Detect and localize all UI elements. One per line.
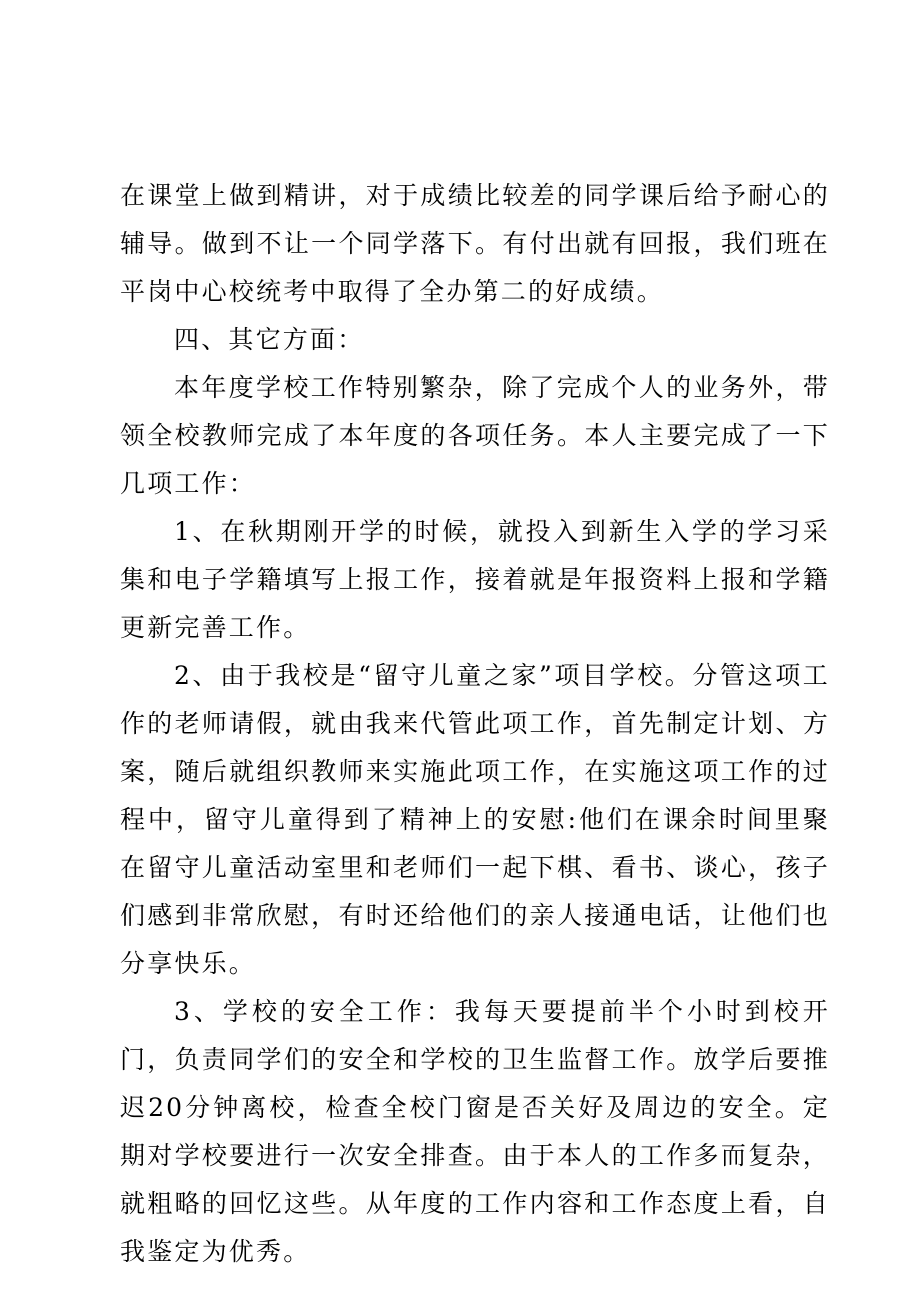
paragraph-continuation: 在课堂上做到精讲，对于成绩比较差的同学课后给予耐心的辅导。做到不让一个同学落下。有付出就有回报，我们班在平岗中心校统考中取得了全办第二的好成绩。 (120, 181, 830, 306)
paragraph-item-3: 3、学校的安全工作：我每天要提前半个小时到校开门，负责同学们的安全和学校的卫生监督工作。放学后要推迟20分钟离校，检查全校门窗是否关好及周边的安全。定期对学校要进行一次安全排查。由于本人的工作多而复杂，就粗略的回忆这些。从年度的工作内容和工作态度上看，自我鉴定为优秀。 (120, 997, 830, 1266)
paragraph-item-1: 1、在秋期刚开学的时候，就投入到新生入学的学习采集和电子学籍填写上报工作，接着就是年报资料上报和学籍更新完善工作。 (120, 517, 830, 642)
paragraph-intro: 本年度学校工作特别繁杂，除了完成个人的业务外，带领全校教师完成了本年度的各项任务。本人主要完成了一下几项工作： (120, 373, 830, 498)
document-body (120, 172, 830, 1276)
section-heading-other-aspects: 四、其它方面： (174, 325, 365, 354)
paragraph-item-2: 2、由于我校是“留守儿童之家”项目学校。分管这项工作的老师请假，就由我来代管此项工作，首先制定计划、方案，随后就组织教师来实施此项工作，在实施这项工作的过程中，留守儿童得到了精神上的安慰:他们在课余时间里聚在留守儿童活动室里和老师们一起下棋、看书、谈心，孩子们感到非常欣慰，有时还给他们的亲人接通电话，让他们也分享快乐。 (120, 661, 830, 978)
